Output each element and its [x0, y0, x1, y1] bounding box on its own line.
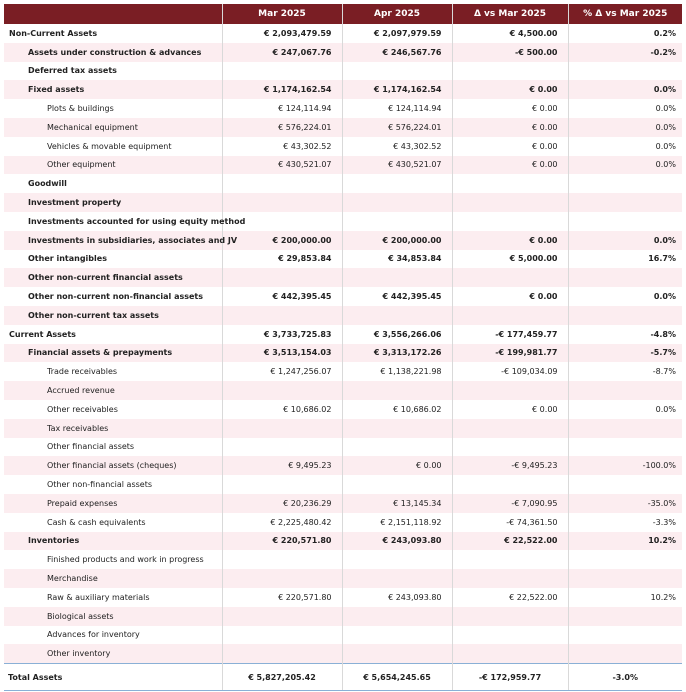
table-row — [4, 118, 682, 137]
table-row — [4, 607, 682, 626]
table-row — [4, 475, 682, 494]
row-delta-value — [452, 607, 568, 626]
row-delta-value: € 22,522.00 — [452, 588, 568, 607]
row-mar-value — [222, 626, 342, 645]
table-row — [4, 494, 682, 513]
row-delta-value — [452, 419, 568, 438]
row-label: Other intangibles — [4, 250, 222, 269]
total-pct: -3.0% — [568, 664, 682, 691]
row-mar-value: € 2,093,479.59 — [222, 24, 342, 43]
table-row — [4, 24, 682, 43]
row-mar-value: € 2,225,480.42 — [222, 513, 342, 532]
row-label: Tax receivables — [4, 419, 222, 438]
row-apr-value — [342, 626, 452, 645]
row-apr-value — [342, 306, 452, 325]
row-apr-value: € 246,567.76 — [342, 43, 452, 62]
table-row — [4, 381, 682, 400]
row-pct-value: -5.7% — [568, 344, 682, 363]
row-mar-value: € 430,521.07 — [222, 156, 342, 175]
row-label: Investment property — [4, 193, 222, 212]
table-row — [4, 419, 682, 438]
row-label: Plots & buildings — [4, 99, 222, 118]
table-row — [4, 193, 682, 212]
row-pct-value: 0.0% — [568, 231, 682, 250]
row-apr-value: € 430,521.07 — [342, 156, 452, 175]
table-row — [4, 231, 682, 250]
header-apr-2025: Apr 2025 — [342, 4, 452, 24]
table-row — [4, 212, 682, 231]
row-delta-value: -€ 500.00 — [452, 43, 568, 62]
table-row — [4, 287, 682, 306]
row-apr-value: € 43,302.52 — [342, 137, 452, 156]
table-row — [4, 268, 682, 287]
table-row — [4, 513, 682, 532]
row-delta-value: € 0.00 — [452, 287, 568, 306]
row-pct-value — [568, 569, 682, 588]
row-mar-value: € 9,495.23 — [222, 456, 342, 475]
header-row — [4, 4, 682, 24]
header-label — [4, 4, 222, 24]
row-apr-value — [342, 419, 452, 438]
row-label: Investments accounted for using equity method — [4, 212, 222, 231]
row-apr-value: € 576,224.01 — [342, 118, 452, 137]
row-apr-value — [342, 475, 452, 494]
row-label: Other financial assets (cheques) — [4, 456, 222, 475]
row-pct-value — [568, 268, 682, 287]
table-row — [4, 325, 682, 344]
row-apr-value: € 2,151,118.92 — [342, 513, 452, 532]
row-label: Assets under construction & advances — [4, 43, 222, 62]
row-label: Vehicles & movable equipment — [4, 137, 222, 156]
row-mar-value — [222, 174, 342, 193]
row-label: Other non-current financial assets — [4, 268, 222, 287]
row-label: Cash & cash equivalents — [4, 513, 222, 532]
total-delta: -€ 172,959.77 — [452, 664, 568, 691]
row-pct-value: -0.2% — [568, 43, 682, 62]
row-label: Deferred tax assets — [4, 62, 222, 81]
row-mar-value — [222, 550, 342, 569]
row-apr-value: € 200,000.00 — [342, 231, 452, 250]
row-pct-value — [568, 212, 682, 231]
total-row — [4, 664, 682, 691]
row-pct-value: -3.3% — [652, 517, 676, 527]
row-apr-value — [342, 438, 452, 457]
table-row — [4, 626, 682, 645]
row-pct-value: 0.0% — [568, 156, 682, 175]
row-pct-value — [568, 475, 682, 494]
row-apr-value: € 1,174,162.54 — [342, 80, 452, 99]
row-mar-value — [222, 306, 342, 325]
row-mar-value: € 576,224.01 — [222, 118, 342, 137]
row-pct-value — [568, 381, 682, 400]
total-label: Total Assets — [4, 664, 222, 691]
row-delta-value: € 0.00 — [452, 156, 568, 175]
row-apr-value: € 0.00 — [342, 456, 452, 475]
row-apr-value — [342, 381, 452, 400]
row-pct-value: 0.0% — [653, 292, 676, 302]
row-delta-value — [452, 550, 568, 569]
row-apr-value: € 10,686.02 — [342, 400, 452, 419]
row-apr-value — [342, 62, 452, 81]
row-apr-value — [342, 268, 452, 287]
row-apr-value: € 13,145.34 — [342, 494, 452, 513]
row-pct-value — [568, 193, 682, 212]
row-mar-value: € 20,236.29 — [222, 494, 342, 513]
row-mar-value: € 1,247,256.07 — [222, 362, 342, 381]
table-row — [4, 438, 682, 457]
row-mar-value: € 200,000.00 — [222, 231, 342, 250]
row-delta-value: -€ 109,034.09 — [452, 362, 568, 381]
row-delta-value: € 0.00 — [452, 231, 568, 250]
row-mar-value — [222, 419, 342, 438]
row-delta-value — [452, 212, 568, 231]
row-delta-value — [452, 438, 568, 457]
row-apr-value — [342, 193, 452, 212]
row-pct-value: -100.0% — [568, 456, 682, 475]
balance-sheet — [4, 4, 682, 691]
row-mar-value: € 10,686.02 — [222, 400, 342, 419]
row-delta-value — [452, 62, 568, 81]
row-label: Other non-financial assets — [4, 475, 222, 494]
row-delta-value: -€ 7,090.95 — [452, 494, 568, 513]
row-delta-value: -€ 74,361.50 — [452, 513, 568, 532]
row-pct-value: 0.2% — [653, 28, 676, 38]
row-label: Fixed assets — [4, 80, 222, 99]
table-row — [4, 250, 682, 269]
row-label: Trade receivables — [4, 362, 222, 381]
row-delta-value: -€ 9,495.23 — [452, 456, 568, 475]
header-pct-delta: % Δ vs Mar 2025 — [568, 4, 682, 24]
row-apr-value — [342, 607, 452, 626]
table-body — [4, 24, 682, 664]
row-delta-value — [452, 174, 568, 193]
row-delta-value — [452, 569, 568, 588]
row-mar-value: € 247,067.76 — [222, 43, 342, 62]
table-row — [4, 62, 682, 81]
table-row — [4, 588, 682, 607]
row-label: Merchandise — [4, 569, 222, 588]
row-label: Biological assets — [4, 607, 222, 626]
row-delta-value: -€ 199,981.77 — [452, 344, 568, 363]
table-row — [4, 80, 682, 99]
row-pct-value: -35.0% — [568, 494, 682, 513]
row-label: Investments in subsidiaries, associates and JV — [4, 231, 222, 250]
row-mar-value: € 29,853.84 — [222, 250, 342, 269]
row-label: Finished products and work in progress — [4, 550, 222, 569]
row-delta-value: € 5,000.00 — [452, 250, 568, 269]
row-label: Current Assets — [4, 325, 222, 344]
table-row — [4, 362, 682, 381]
row-label: Inventories — [4, 532, 222, 551]
row-delta-value: € 0.00 — [452, 80, 568, 99]
row-label: Other non-current non-financial assets — [4, 287, 222, 306]
total-apr: € 5,654,245.65 — [342, 664, 452, 691]
table-row — [4, 99, 682, 118]
row-pct-value — [568, 174, 682, 193]
row-pct-value: 0.0% — [568, 118, 682, 137]
row-pct-value — [568, 438, 682, 457]
row-mar-value — [222, 569, 342, 588]
table-row — [4, 43, 682, 62]
row-delta-value — [452, 475, 568, 494]
row-pct-value: 0.0% — [655, 404, 676, 414]
row-apr-value — [342, 212, 452, 231]
row-label: Raw & auxiliary materials — [4, 588, 222, 607]
row-mar-value: € 124,114.94 — [222, 99, 342, 118]
row-mar-value — [222, 644, 342, 663]
row-pct-value: 10.2% — [568, 532, 682, 551]
row-mar-value — [222, 62, 342, 81]
row-pct-value: 0.0% — [655, 141, 676, 151]
table-row — [4, 137, 682, 156]
row-mar-value — [222, 607, 342, 626]
row-apr-value: € 34,853.84 — [342, 250, 452, 269]
row-apr-value: € 3,313,172.26 — [342, 344, 452, 363]
row-pct-value — [568, 419, 682, 438]
table-row — [4, 644, 682, 663]
row-pct-value — [568, 62, 682, 81]
row-delta-value — [452, 381, 568, 400]
row-delta-value — [452, 626, 568, 645]
row-apr-value — [342, 644, 452, 663]
row-pct-value: 0.0% — [568, 80, 682, 99]
row-mar-value: € 220,571.80 — [222, 532, 342, 551]
table-row — [4, 174, 682, 193]
row-pct-value: 16.7% — [648, 254, 676, 264]
row-mar-value: € 442,395.45 — [222, 287, 342, 306]
header-mar-2025: Mar 2025 — [222, 4, 342, 24]
row-mar-value — [222, 475, 342, 494]
row-pct-value — [568, 644, 682, 663]
header-delta: Δ vs Mar 2025 — [452, 4, 568, 24]
row-delta-value: € 22,522.00 — [452, 532, 568, 551]
row-label: Non-Current Assets — [4, 24, 222, 43]
table-row — [4, 550, 682, 569]
row-label: Mechanical equipment — [4, 118, 222, 137]
row-delta-value: € 0.00 — [452, 118, 568, 137]
row-pct-value — [568, 306, 682, 325]
row-delta-value — [452, 306, 568, 325]
row-apr-value: € 243,093.80 — [342, 588, 452, 607]
row-pct-value — [568, 607, 682, 626]
row-mar-value — [222, 438, 342, 457]
row-label: Other non-current tax assets — [4, 306, 222, 325]
row-mar-value: € 3,513,154.03 — [222, 344, 342, 363]
row-delta-value: € 0.00 — [452, 99, 568, 118]
row-pct-value — [568, 550, 682, 569]
row-label: Other financial assets — [4, 438, 222, 457]
table-row — [4, 569, 682, 588]
row-label: Advances for inventory — [4, 626, 222, 645]
row-delta-value: € 4,500.00 — [452, 24, 568, 43]
row-apr-value: € 124,114.94 — [342, 99, 452, 118]
row-pct-value: 0.0% — [655, 104, 676, 114]
row-label: Goodwill — [4, 174, 222, 193]
table-row — [4, 156, 682, 175]
table-row — [4, 456, 682, 475]
row-pct-value — [568, 626, 682, 645]
row-mar-value: € 220,571.80 — [222, 588, 342, 607]
table-row — [4, 306, 682, 325]
row-delta-value — [452, 644, 568, 663]
table-row — [4, 532, 682, 551]
row-apr-value — [342, 174, 452, 193]
row-delta-value: € 0.00 — [452, 400, 568, 419]
total-mar: € 5,827,205.42 — [222, 664, 342, 691]
row-mar-value: € 1,174,162.54 — [222, 80, 342, 99]
row-apr-value: € 3,556,266.06 — [342, 325, 452, 344]
row-label: Other equipment — [4, 156, 222, 175]
row-delta-value — [452, 193, 568, 212]
row-delta-value — [452, 268, 568, 287]
row-apr-value — [342, 569, 452, 588]
row-apr-value: € 442,395.45 — [342, 287, 452, 306]
row-mar-value: € 3,733,725.83 — [222, 325, 342, 344]
row-mar-value — [222, 193, 342, 212]
row-apr-value: € 1,138,221.98 — [342, 362, 452, 381]
row-delta-value: € 0.00 — [452, 137, 568, 156]
row-label: Financial assets & prepayments — [4, 344, 222, 363]
row-mar-value — [222, 381, 342, 400]
row-delta-value: -€ 177,459.77 — [452, 325, 568, 344]
row-pct-value: 10.2% — [650, 592, 676, 602]
row-apr-value: € 2,097,979.59 — [342, 24, 452, 43]
row-mar-value: € 43,302.52 — [222, 137, 342, 156]
row-label: Prepaid expenses — [4, 494, 222, 513]
row-mar-value — [222, 268, 342, 287]
row-label: Accrued revenue — [4, 381, 222, 400]
table-row — [4, 344, 682, 363]
row-pct-value: -4.8% — [650, 329, 676, 339]
row-label: Other receivables — [4, 400, 222, 419]
table-row — [4, 400, 682, 419]
row-apr-value — [342, 550, 452, 569]
row-pct-value: -8.7% — [652, 367, 676, 377]
assets-table — [4, 4, 682, 691]
row-apr-value: € 243,093.80 — [342, 532, 452, 551]
row-label: Other inventory — [4, 644, 222, 663]
